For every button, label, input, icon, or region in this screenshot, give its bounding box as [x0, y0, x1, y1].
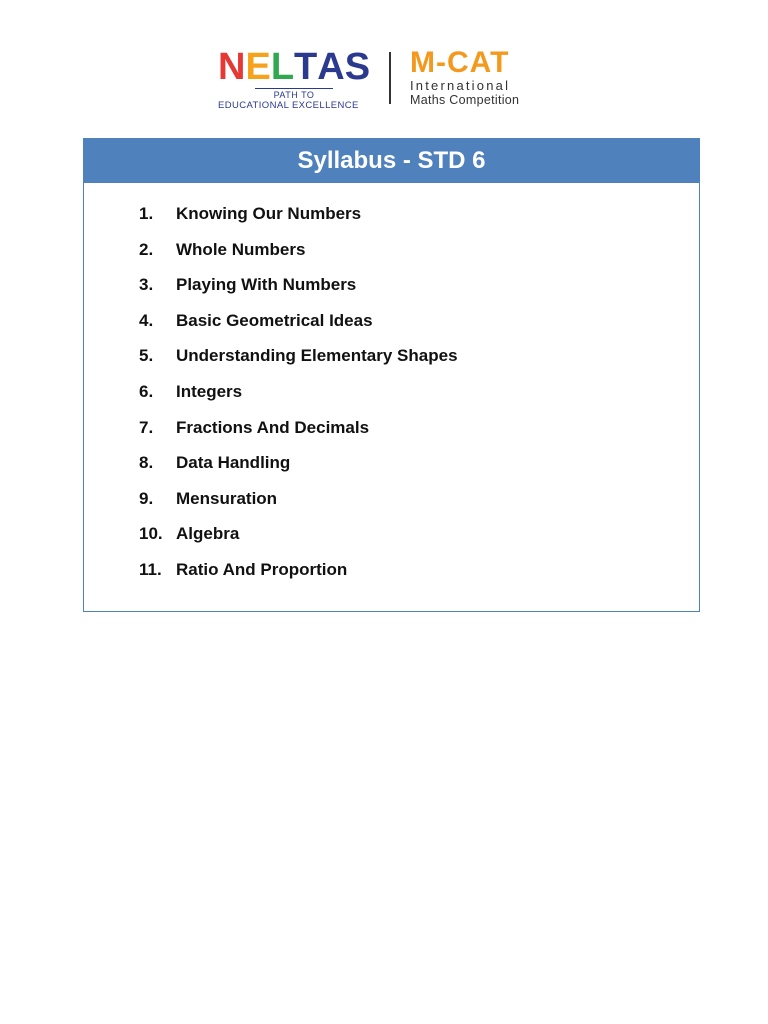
- syllabus-item-text: Data Handling: [176, 453, 291, 473]
- neltas-letter: S: [344, 46, 371, 88]
- syllabus-item-text: Integers: [176, 381, 243, 401]
- syllabus-item-number: 5.: [139, 346, 154, 366]
- syllabus-item-text: Fractions And Decimals: [176, 417, 370, 437]
- syllabus-item: [139, 345, 458, 381]
- syllabus-item: [139, 452, 458, 488]
- syllabus-item-text: Whole Numbers: [176, 239, 306, 259]
- syllabus-item-number: 4.: [139, 310, 154, 330]
- syllabus-item-text: Algebra: [176, 524, 240, 544]
- syllabus-item: [139, 381, 458, 417]
- neltas-letter: N: [218, 46, 246, 88]
- syllabus-item-number: 2.: [139, 239, 154, 259]
- neltas-tagline-bottom: EDUCATIONAL EXCELLENCE: [218, 100, 359, 111]
- syllabus-item-text: Playing With Numbers: [176, 275, 357, 295]
- neltas-logo-wordmark: [218, 48, 370, 86]
- neltas-letter: T: [294, 46, 318, 88]
- syllabus-item-text: Understanding Elementary Shapes: [176, 346, 458, 366]
- neltas-logo: [218, 48, 370, 111]
- mcat-logo-subtitle-2: Maths Competition: [410, 93, 520, 107]
- syllabus-item: [139, 203, 458, 239]
- syllabus-box: [83, 138, 700, 612]
- syllabus-item: [139, 523, 458, 559]
- syllabus-list: [139, 203, 458, 595]
- syllabus-item-text: Mensuration: [176, 488, 278, 508]
- syllabus-item-text: Ratio And Proportion: [176, 559, 348, 579]
- syllabus-item-number: 8.: [139, 453, 154, 473]
- syllabus-item-number: 10.: [139, 524, 163, 544]
- syllabus-item-number: 7.: [139, 417, 154, 437]
- syllabus-item: [139, 239, 458, 275]
- mcat-logo-subtitle-1: International: [410, 78, 511, 93]
- syllabus-item: [139, 488, 458, 524]
- syllabus-item-number: 9.: [139, 488, 154, 508]
- neltas-tagline-top: PATH TO: [255, 88, 333, 100]
- syllabus-item: [139, 559, 458, 595]
- syllabus-item: [139, 310, 458, 346]
- syllabus-item: [139, 417, 458, 453]
- page-header: [0, 44, 768, 110]
- syllabus-title: Syllabus - STD 6: [84, 139, 699, 183]
- neltas-letter: A: [317, 46, 345, 88]
- syllabus-item-text: Knowing Our Numbers: [176, 204, 362, 223]
- syllabus-item-number: 11.: [139, 559, 162, 579]
- neltas-letter: L: [270, 46, 295, 88]
- syllabus-item-number: 1.: [139, 204, 154, 223]
- mcat-logo-wordmark: M-CAT: [410, 46, 510, 79]
- syllabus-item-text: Basic Geometrical Ideas: [176, 310, 373, 330]
- syllabus-item: [139, 274, 458, 310]
- syllabus-item-number: 3.: [139, 275, 154, 295]
- mcat-logo: [410, 48, 552, 107]
- syllabus-item-number: 6.: [139, 381, 154, 401]
- logo-divider: [389, 52, 391, 104]
- neltas-letter: E: [245, 46, 271, 88]
